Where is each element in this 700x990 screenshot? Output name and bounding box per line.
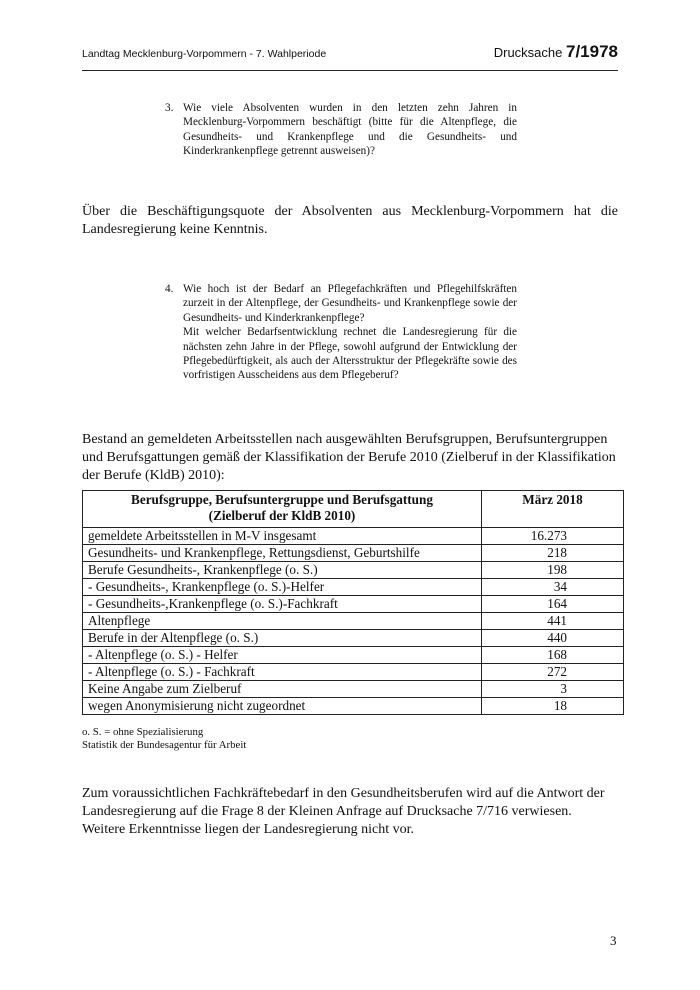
closing-paragraph: Zum voraussichtlichen Fachkräftebedarf in den Gesundheitsberufen wird auf die Antwort der Landesregierung auf die Frage 8 der Kleinen Anfrage auf Drucksache 7/716 verwiesen. Weitere Erkenntnisse liegen der Landesregierung nicht vor. [82,786,605,837]
table-header-occupation-line1: Berufsgruppe, Berufsuntergruppe und Berufsgattung [131,492,433,507]
row-value: 218 [482,545,624,562]
header-doc-label: Drucksache [493,45,563,60]
row-label: Altenpflege [83,613,482,630]
page-header [82,40,618,71]
table-row [83,681,624,698]
row-value: 18 [482,698,624,715]
source-note: Statistik der Bundesagentur für Arbeit [82,739,247,751]
question-3-number: 3. [165,102,174,114]
table-row [83,596,624,613]
abbreviation-note: o. S. = ohne Spezialisierung [82,726,204,738]
question-4-number: 4. [165,283,174,295]
header-parliament-label: Landtag Mecklenburg-Vorpommern - 7. Wahlperiode [82,48,327,60]
question-3 [165,101,517,159]
row-label: Keine Angabe zum Zielberuf [83,681,482,698]
row-label: Berufe in der Altenpflege (o. S.) [83,630,482,647]
row-label: Berufe Gesundheits-, Krankenpflege (o. S.) [83,562,482,579]
row-label: - Gesundheits-,Krankenpflege (o. S.)-Fachkraft [83,596,482,613]
row-label: Gesundheits- und Krankenpflege, Rettungsdienst, Geburtshilfe [83,545,482,562]
table-header-date: März 2018 [482,491,624,528]
row-value: 198 [482,562,624,579]
question-4 [165,282,517,383]
table-row [83,647,624,664]
table-intro: Bestand an gemeldeten Arbeitsstellen nach ausgewählten Berufsgruppen, Berufsuntergruppen und Berufsgattungen gemäß der Klassifikation der Berufe 2010 (Zielberuf in der Klassifikation der Berufe (KldB) 2010): [82,432,616,483]
question-4-text-2: Mit welcher Bedarfsentwicklung rechnet die Landesregierung für die nächsten zehn Jahre in der Pflege, sowohl aufgrund der Entwicklung der Pflegebedürftigkeit, als auch der Altersstruktur der Pflegekräfte sowie des vorfristigen Ausscheidens aus dem Pflegeberuf? [183,326,517,382]
answer-3: Über die Beschäftigungsquote der Absolventen aus Mecklenburg-Vorpommern hat die Landesregierung keine Kenntnis. [82,204,618,237]
table-row [83,579,624,596]
table-row [83,545,624,562]
table-row [83,528,624,545]
row-label: gemeldete Arbeitsstellen in M-V insgesamt [83,528,482,545]
table-row [83,630,624,647]
table-row [83,664,624,681]
row-label: wegen Anonymisierung nicht zugeordnet [83,698,482,715]
table-row [83,698,624,715]
row-value: 168 [482,647,624,664]
job-vacancy-table [82,490,624,715]
table-header-occupation [83,491,482,528]
row-value: 164 [482,596,624,613]
row-value: 16.273 [482,528,624,545]
header-doc-number: 7/1978 [566,42,618,61]
row-value: 272 [482,664,624,681]
table-row [83,613,624,630]
row-value: 34 [482,579,624,596]
header-document-number [494,42,618,62]
row-value: 441 [482,613,624,630]
table-header-row [83,491,624,528]
question-3-text: Wie viele Absolventen wurden in den letzten zehn Jahren in Mecklenburg-Vorpommern beschäftigt (bitte für die Altenpflege, die Gesundheits- und Krankenpflege und die Gesundheits- und Kinderkrankenpflege getrennt ausweisen)? [183,102,517,158]
row-value: 440 [482,630,624,647]
table-header-occupation-line2: (Zielberuf der KldB 2010) [208,508,356,523]
question-4-text: Wie hoch ist der Bedarf an Pflegefachkräften und Pflegehilfskräften zurzeit in der Altenpflege, der Gesundheits- und Krankenpflege sowie der Gesundheits- und Kinderkrankenpflege? [183,283,517,324]
row-label: - Gesundheits-, Krankenpflege (o. S.)-Helfer [83,579,482,596]
page-number: 3 [610,933,617,948]
row-label: - Altenpflege (o. S.) - Fachkraft [83,664,482,681]
row-value: 3 [482,681,624,698]
table-row [83,562,624,579]
row-label: - Altenpflege (o. S.) - Helfer [83,647,482,664]
